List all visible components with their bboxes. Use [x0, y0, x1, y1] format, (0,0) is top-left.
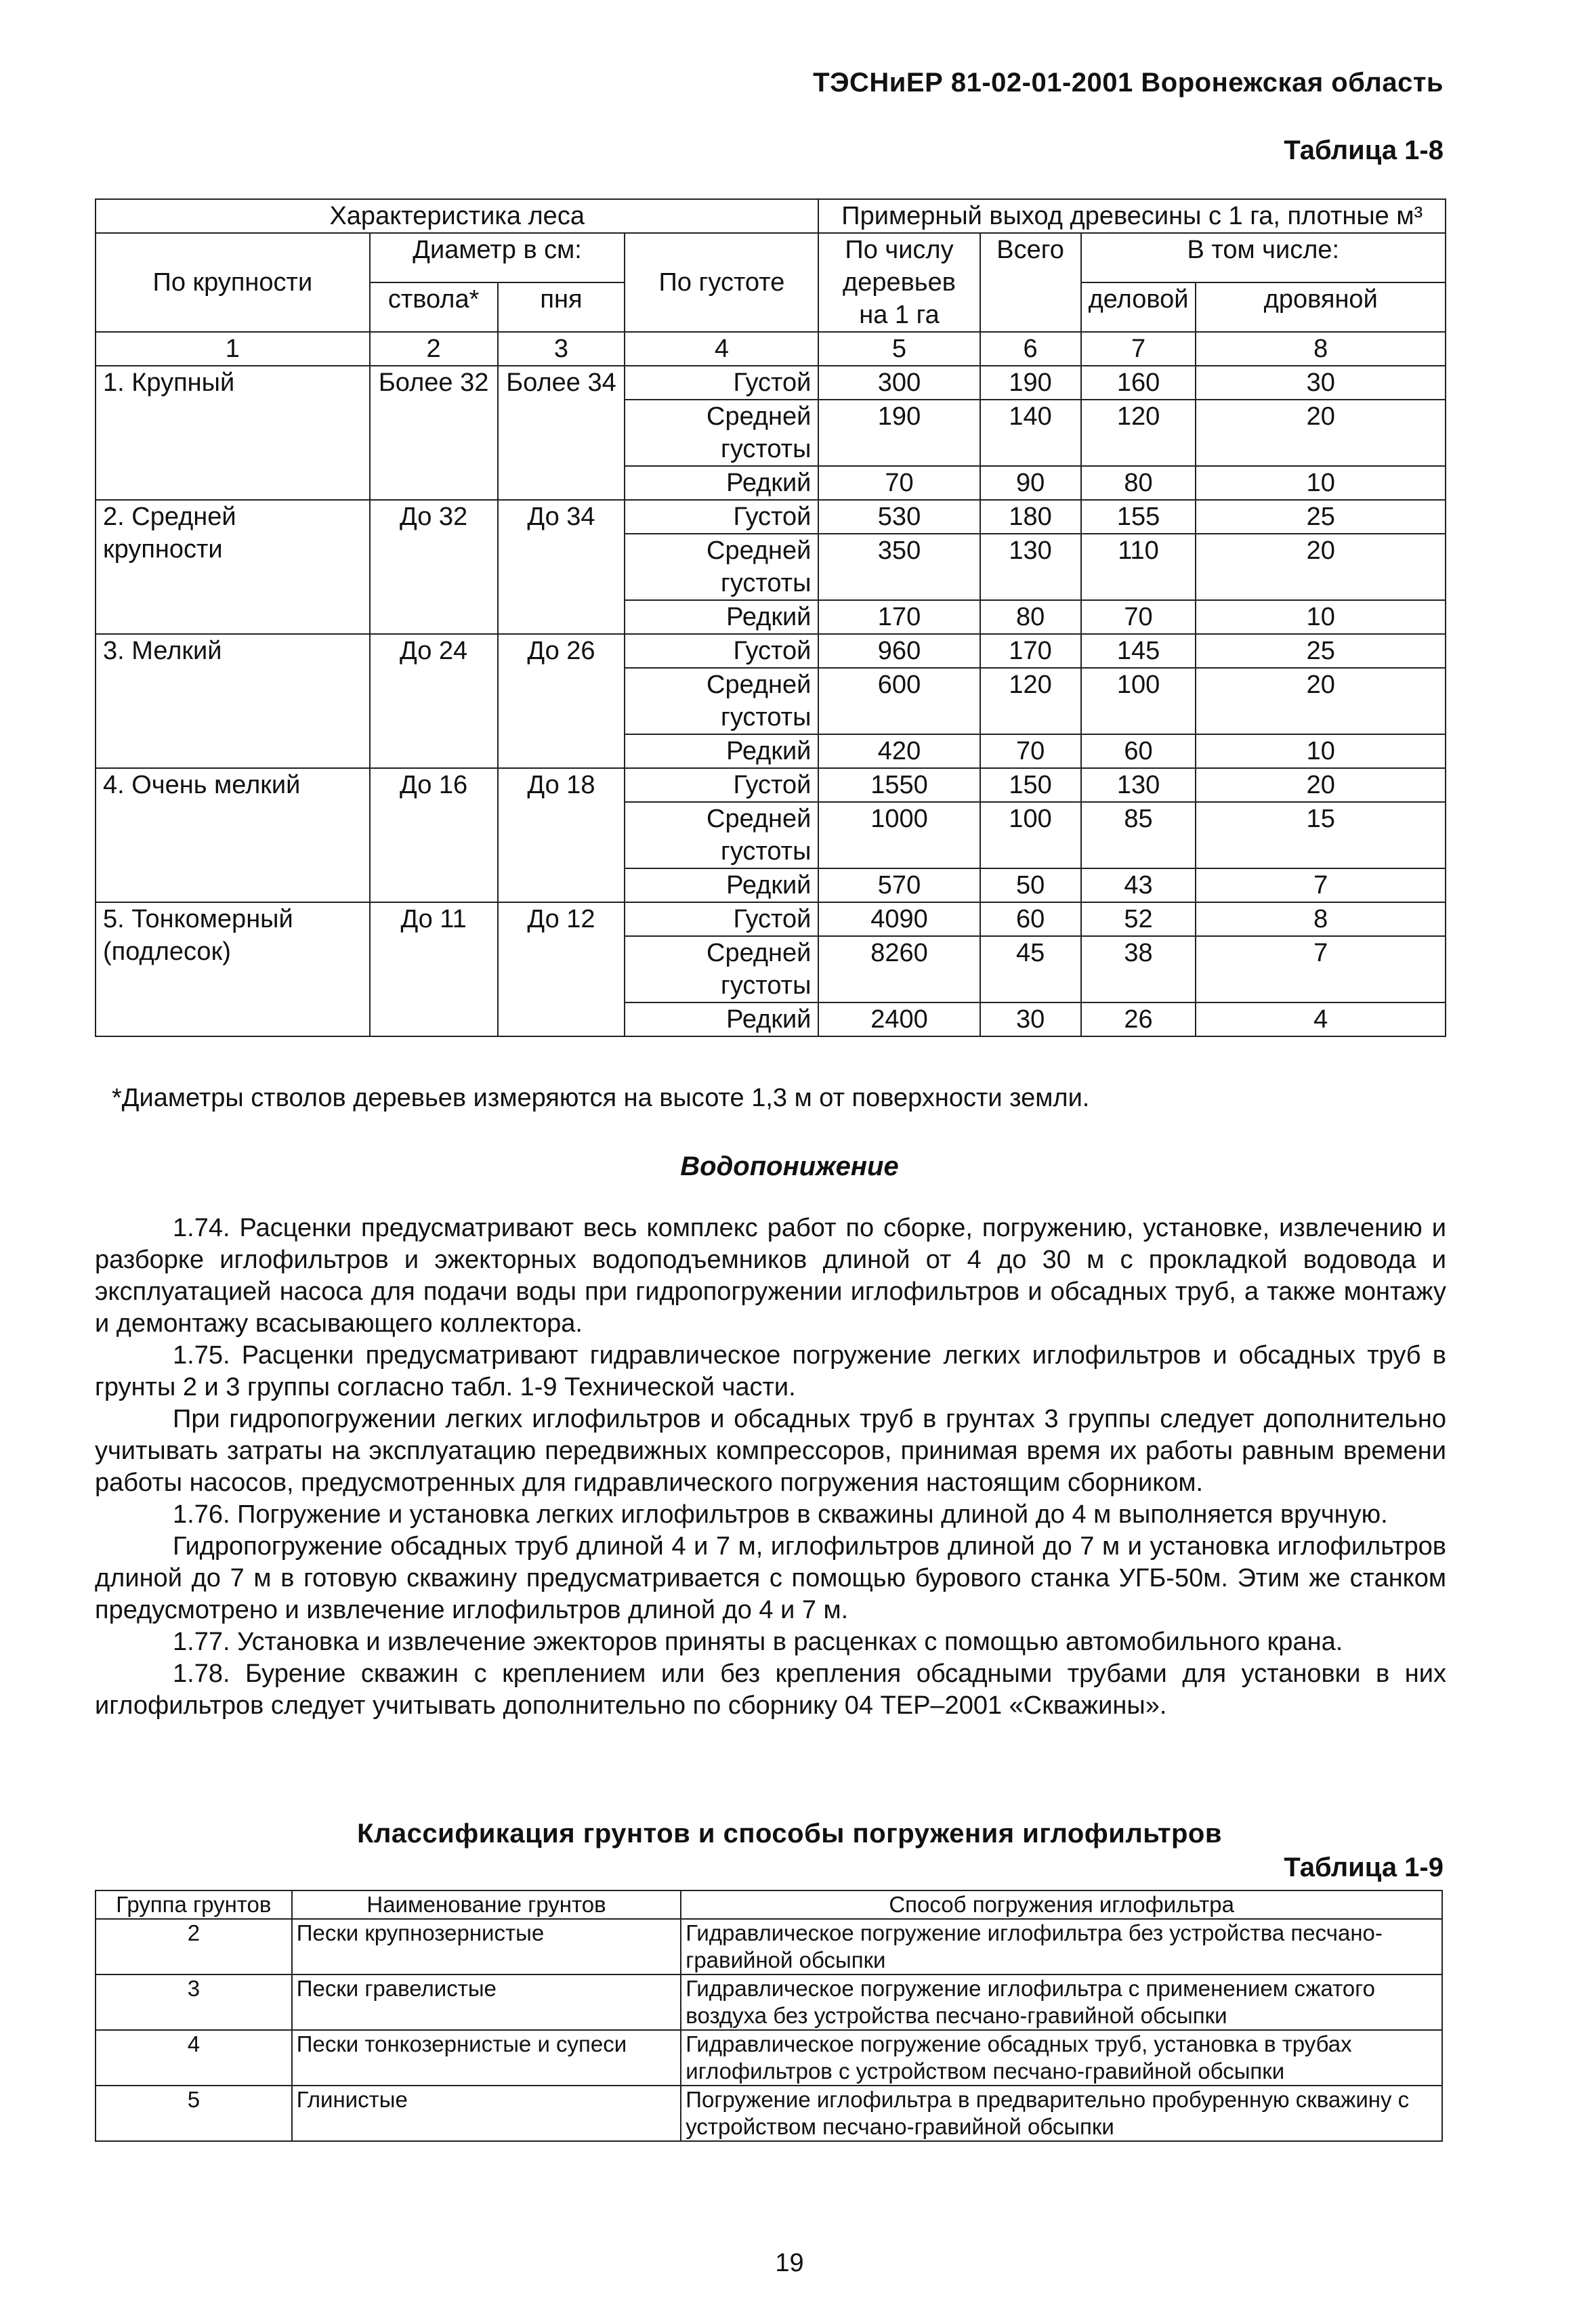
column-number: 6 [980, 332, 1081, 366]
density-cell: Редкий [625, 1002, 818, 1036]
tree-count-cell: 530 [818, 500, 980, 534]
tree-count-cell: 300 [818, 366, 980, 400]
header-diameter: Диаметр в см: [370, 233, 625, 282]
column-number: 1 [96, 332, 370, 366]
header-size: По крупности [96, 233, 370, 332]
soil-group: 2 [96, 1919, 292, 1974]
tree-count-cell: 600 [818, 668, 980, 734]
tree-count-cell: 570 [818, 868, 980, 902]
soil-classification-table [95, 1890, 1443, 2142]
stump-diameter-cell: До 34 [498, 500, 625, 634]
trunk-diameter-cell: До 24 [370, 634, 498, 768]
header-total: Всего [980, 233, 1081, 332]
header-method: Способ погружения иглофильтра [681, 1890, 1442, 1919]
total-cell: 90 [980, 466, 1081, 500]
density-cell: Средней густоты [625, 400, 818, 466]
header-including: В том числе: [1081, 233, 1446, 282]
total-cell: 60 [980, 902, 1081, 936]
firewood-cell: 20 [1196, 768, 1446, 802]
business-cell: 85 [1081, 802, 1196, 868]
business-cell: 100 [1081, 668, 1196, 734]
density-cell: Густой [625, 500, 818, 534]
total-cell: 70 [980, 734, 1081, 768]
soil-name: Пески крупнозернистые [292, 1919, 681, 1974]
density-cell: Густой [625, 634, 818, 668]
soil-name: Глинистые [292, 2086, 681, 2141]
business-cell: 26 [1081, 1002, 1196, 1036]
business-cell: 60 [1081, 734, 1196, 768]
table-row [96, 500, 1446, 534]
size-cell: 1. Крупный [96, 366, 370, 500]
firewood-cell: 15 [1196, 802, 1446, 868]
soil-name: Пески тонкозернистые и супеси [292, 2030, 681, 2086]
firewood-cell: 10 [1196, 466, 1446, 500]
density-cell: Средней густоты [625, 534, 818, 600]
density-cell: Редкий [625, 868, 818, 902]
section-body [95, 1212, 1446, 1722]
tree-count-cell: 8260 [818, 936, 980, 1002]
method: Гидравлическое погружение иглофильтра без устройства песчано-гравийной обсыпки [681, 1919, 1442, 1974]
tree-count-cell: 420 [818, 734, 980, 768]
paragraph: 1.74. Расценки предусматривают весь комплекс работ по сборке, погружению, установке, извлечению и разборке иглофильтров и эжекторных водоподъемников длиной от 4 до 30 м с прокладкой водовода и эксплуатацией насоса для подачи воды при гидропогружении иглофильтров и обсадных труб, а также монтажу и демонтажу всасывающего коллектора. [95, 1214, 1446, 1338]
paragraph: При гидропогружении легких иглофильтров и обсадных труб в грунтах 3 группы следует дополнительно учитывать затраты на эксплуатацию передвижных компрессоров, принимая время их работы равным времени работы насосов, предусмотренных для гидравлического погружения настоящим сборником. [95, 1405, 1446, 1497]
firewood-cell: 20 [1196, 400, 1446, 466]
total-cell: 170 [980, 634, 1081, 668]
business-cell: 110 [1081, 534, 1196, 600]
table-row [96, 634, 1446, 668]
total-cell: 130 [980, 534, 1081, 600]
tree-count-cell: 350 [818, 534, 980, 600]
density-cell: Средней густоты [625, 802, 818, 868]
header-trunk: ствола* [370, 282, 498, 332]
density-cell: Густой [625, 768, 818, 802]
document-header: ТЭСНиЕР 81-02-01-2001 Воронежская область [813, 68, 1444, 98]
tree-count-cell: 1000 [818, 802, 980, 868]
paragraph: 1.75. Расценки предусматривают гидравлическое погружение легких иглофильтров и обсадных труб в грунты 2 и 3 группы согласно табл. 1-9 Технической части. [95, 1341, 1446, 1401]
header-timber-yield: Примерный выход древесины с 1 га, плотные м³ [818, 199, 1446, 233]
column-number: 8 [1196, 332, 1446, 366]
column-number: 3 [498, 332, 625, 366]
soil-group: 4 [96, 2030, 292, 2086]
business-cell: 155 [1081, 500, 1196, 534]
header-density: По густоте [625, 233, 818, 332]
firewood-cell: 20 [1196, 534, 1446, 600]
total-cell: 140 [980, 400, 1081, 466]
paragraph: 1.77. Установка и извлечение эжекторов приняты в расценках с помощью автомобильного крана. [173, 1628, 1343, 1656]
business-cell: 70 [1081, 600, 1196, 634]
business-cell: 38 [1081, 936, 1196, 1002]
tree-count-cell: 170 [818, 600, 980, 634]
table-row [96, 366, 1446, 400]
stump-diameter-cell: До 18 [498, 768, 625, 902]
business-cell: 160 [1081, 366, 1196, 400]
header-business-timber: деловой [1081, 282, 1196, 332]
paragraph: 1.76. Погружение и установка легких иглофильтров в скважины длиной до 4 м выполняется вручную. [173, 1500, 1388, 1529]
soil-group: 3 [96, 1974, 292, 2030]
header-soil-name: Наименование грунтов [292, 1890, 681, 1919]
method: Гидравлическое погружение обсадных труб, установка в трубах иглофильтров с устройством песчано-гравийной обсыпки [681, 2030, 1442, 2086]
total-cell: 180 [980, 500, 1081, 534]
method: Погружение иглофильтра в предварительно пробуренную скважину с устройством песчано-гравийной обсыпки [681, 2086, 1442, 2141]
firewood-cell: 30 [1196, 366, 1446, 400]
firewood-cell: 10 [1196, 734, 1446, 768]
table-row [96, 768, 1446, 802]
stump-diameter-cell: Более 34 [498, 366, 625, 500]
page-number: 19 [775, 2249, 804, 2277]
soil-group: 5 [96, 2086, 292, 2141]
header-forest-characteristic: Характеристика леса [96, 199, 818, 233]
header-firewood: дровяной [1196, 282, 1446, 332]
firewood-cell: 20 [1196, 668, 1446, 734]
density-cell: Средней густоты [625, 668, 818, 734]
table-row [96, 902, 1446, 936]
firewood-cell: 4 [1196, 1002, 1446, 1036]
header-stump: пня [498, 282, 625, 332]
total-cell: 120 [980, 668, 1081, 734]
paragraph: Гидропогружение обсадных труб длиной 4 и 7 м, иглофильтров длиной до 7 м и установка иглофильтров длиной до 7 м в готовую скважину предусматривается с помощью бурового станка УГБ-50м. Этим же станком предусмотрено и извлечение иглофильтров длиной до 4 и 7 м. [95, 1532, 1446, 1624]
firewood-cell: 10 [1196, 600, 1446, 634]
density-cell: Редкий [625, 600, 818, 634]
column-number: 2 [370, 332, 498, 366]
total-cell: 150 [980, 768, 1081, 802]
firewood-cell: 8 [1196, 902, 1446, 936]
stump-diameter-cell: До 12 [498, 902, 625, 1036]
table-row [96, 2086, 1442, 2141]
tree-count-cell: 960 [818, 634, 980, 668]
density-cell: Средней густоты [625, 936, 818, 1002]
firewood-cell: 7 [1196, 936, 1446, 1002]
firewood-cell: 25 [1196, 634, 1446, 668]
tree-count-cell: 70 [818, 466, 980, 500]
business-cell: 80 [1081, 466, 1196, 500]
business-cell: 120 [1081, 400, 1196, 466]
column-number: 5 [818, 332, 980, 366]
tree-count-cell: 1550 [818, 768, 980, 802]
stump-diameter-cell: До 26 [498, 634, 625, 768]
column-number-row [96, 332, 1446, 366]
business-cell: 43 [1081, 868, 1196, 902]
business-cell: 52 [1081, 902, 1196, 936]
density-cell: Густой [625, 902, 818, 936]
tree-count-cell: 190 [818, 400, 980, 466]
size-cell: 2. Средней крупности [96, 500, 370, 634]
tree-count-cell: 4090 [818, 902, 980, 936]
section-title: Водопонижение [680, 1152, 899, 1181]
trunk-diameter-cell: До 11 [370, 902, 498, 1036]
total-cell: 30 [980, 1002, 1081, 1036]
size-cell: 4. Очень мелкий [96, 768, 370, 902]
method: Гидравлическое погружение иглофильтра с применением сжатого воздуха без устройства песчано-гравийной обсыпки [681, 1974, 1442, 2030]
table-1-9-title: Классификация грунтов и способы погружения иглофильтров [357, 1819, 1222, 1848]
table-row [96, 1919, 1442, 1974]
table-row [96, 1974, 1442, 2030]
table-1-8-caption: Таблица 1-8 [1284, 135, 1444, 165]
total-cell: 50 [980, 868, 1081, 902]
firewood-cell: 7 [1196, 868, 1446, 902]
forest-yield-table-body [96, 366, 1446, 1036]
trunk-diameter-cell: До 16 [370, 768, 498, 902]
header-by-tree-count: По числу деревьев на 1 га [818, 233, 980, 332]
column-number: 4 [625, 332, 818, 366]
total-cell: 100 [980, 802, 1081, 868]
total-cell: 190 [980, 366, 1081, 400]
trunk-diameter-cell: Более 32 [370, 366, 498, 500]
density-cell: Редкий [625, 734, 818, 768]
column-number: 7 [1081, 332, 1196, 366]
table-row [96, 2030, 1442, 2086]
paragraph: 1.78. Бурение скважин с креплением или без крепления обсадными трубами для установки в них иглофильтров следует учитывать дополнительно по сборнику 04 ТЕР–2001 «Скважины». [95, 1660, 1446, 1720]
header-soil-group: Группа грунтов [96, 1890, 292, 1919]
business-cell: 130 [1081, 768, 1196, 802]
density-cell: Редкий [625, 466, 818, 500]
tree-count-cell: 2400 [818, 1002, 980, 1036]
size-cell: 3. Мелкий [96, 634, 370, 768]
forest-yield-table [95, 198, 1446, 1037]
size-cell: 5. Тонкомерный (подлесок) [96, 902, 370, 1036]
total-cell: 45 [980, 936, 1081, 1002]
business-cell: 145 [1081, 634, 1196, 668]
soil-name: Пески гравелистые [292, 1974, 681, 2030]
density-cell: Густой [625, 366, 818, 400]
trunk-diameter-cell: До 32 [370, 500, 498, 634]
total-cell: 80 [980, 600, 1081, 634]
firewood-cell: 25 [1196, 500, 1446, 534]
table-footnote: *Диаметры стволов деревьев измеряются на высоте 1,3 м от поверхности земли. [112, 1084, 1090, 1112]
table-1-9-caption: Таблица 1-9 [1284, 1853, 1444, 1882]
